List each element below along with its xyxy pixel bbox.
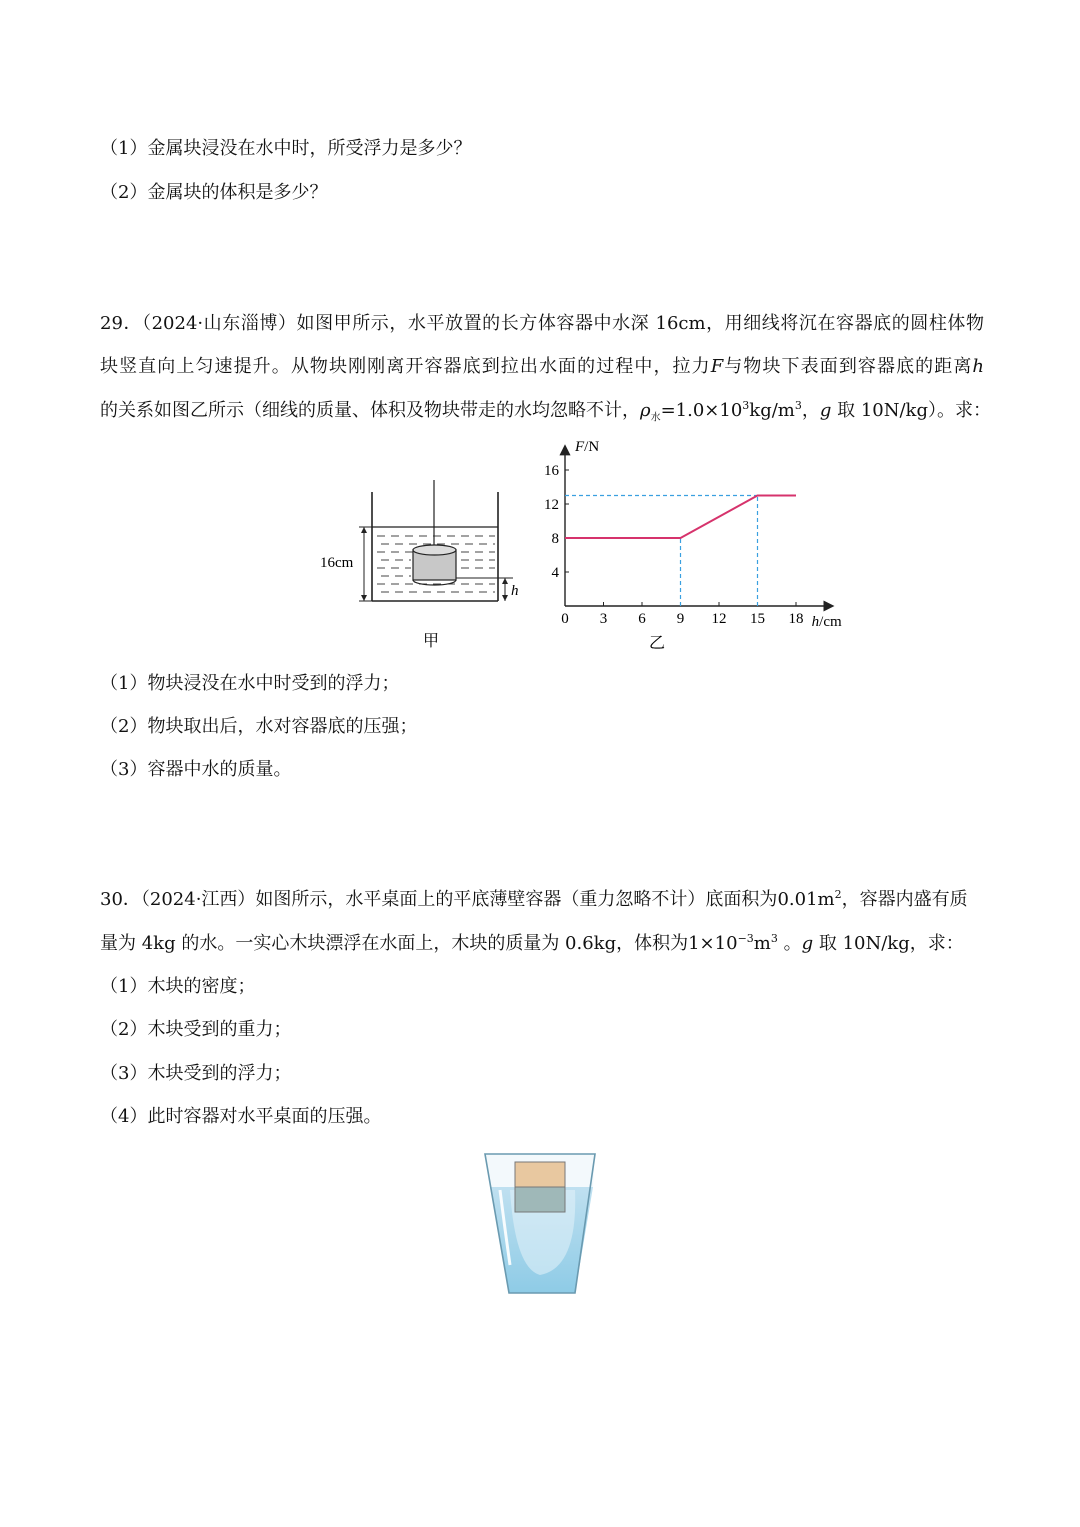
series-line-F (565, 496, 796, 539)
x-tick-label: 15 (750, 611, 765, 627)
q28-sub1: （1）金属块浸没在水中时，所受浮力是多少？ (100, 138, 472, 159)
h-label: h (511, 583, 519, 599)
x-tick-label: 3 (599, 611, 608, 627)
x-tick-label: 12 (711, 611, 727, 627)
q28-sub2: （2）金属块的体积是多少？ (100, 182, 328, 203)
y-tick-label: 12 (544, 497, 559, 513)
q29-line2: 块竖直向上匀速提升。从物块刚刚离开容器底到拉出水面的过程中，拉力F与物块下表面到容器底的距离h (100, 356, 985, 377)
caption-yi: 乙 (649, 635, 666, 652)
x-tick-label: 9 (676, 611, 685, 627)
y-axis-label: F/N (575, 439, 600, 455)
q30-sub2: （2）木块受到的重力； (100, 1019, 292, 1040)
y-tick-label: 4 (551, 565, 559, 581)
q29-sub1: （1）物块浸没在水中时受到的浮力； (100, 673, 400, 694)
q30-line1: 30．（2024·江西）如图所示，水平桌面上的平底薄壁容器（重力忽略不计）底面积为$0.01m^2$，容器内盛有质 (100, 888, 968, 910)
q30-sub1: （1）木块的密度； (100, 976, 256, 997)
figure-container-diagram (315, 470, 519, 655)
y-tick-label: 8 (551, 531, 559, 547)
q29-sub3: （3）容器中水的质量。 (100, 759, 292, 780)
x-tick-label: 0 (561, 611, 569, 627)
q29-line1: 29．（2024·山东淄博）如图甲所示，水平放置的长方体容器中水深 16cm，用细线将沉在容器底的圆柱体物 (100, 313, 984, 334)
figure-force-chart (525, 438, 842, 658)
q30-sub4: （4）此时容器对水平桌面的压强。 (100, 1106, 382, 1127)
q30-line2: 量为 4kg 的水。一实心木块漂浮在水面上，木块的质量为 0.6kg，体积为$1\times 10^{-3}m^3$ 。g 取 10N/kg，求： (100, 932, 964, 954)
depth-label: 16cm (320, 555, 354, 571)
q29-sub2: （2）物块取出后，水对容器底的压强； (100, 716, 418, 737)
q30-sub3: （3）木块受到的浮力； (100, 1063, 292, 1084)
x-tick-label: 6 (638, 611, 646, 627)
caption-jia: 甲 (423, 633, 440, 650)
x-axis-label: h/cm (811, 614, 842, 630)
x-tick-label: 18 (788, 611, 804, 627)
y-tick-label: 16 (544, 463, 559, 479)
q29-line3: 的关系如图乙所示（细线的质量、体积及物块带走的水均忽略不计，$\rho_水=1.0\times 10^3kg/m^3$，g 取 10N/kg）。求： (100, 399, 991, 424)
figure-cup-with-block (480, 1150, 600, 1298)
wooden-block (515, 1162, 565, 1187)
